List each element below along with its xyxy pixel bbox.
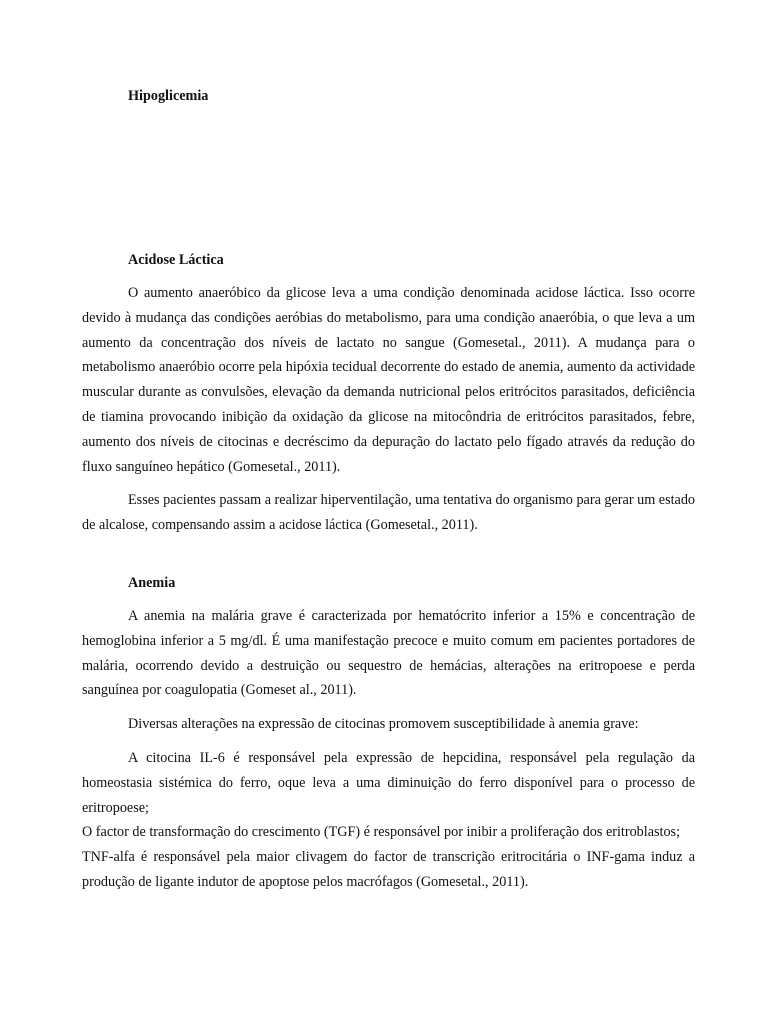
paragraph-acidose-2: Esses pacientes passam a realizar hiperventilação, uma tentativa do organismo para gerar um estado de alcalose, compensando assim a acidose láctica (Gomesetal., 2011).: [82, 492, 696, 534]
heading-hipoglicemia: Hipoglicemia: [128, 88, 209, 104]
section-acidose-lactica: [82, 248, 695, 538]
section-anemia: [82, 571, 695, 895]
paragraph-acidose-1: O aumento anaeróbico da glicose leva a uma condição denominada acidose láctica. Isso ocorre devido à mudança das condições aeróbias do metabolismo, para uma condição anaeróbia, o que leva a um aumento da concentração dos níveis de lactato no sangue (Gomesetal., 2011). A mudança para o metabolismo anaeróbio ocorre pela hipóxia tecidual decorrente do estado de anemia, aumento da actividade muscular durante as convulsões, elevação da demanda nutricional pelos eritrócitos parasitados, deficiência de tiamina provocando inibição da oxidação da glicose na mitocôndria de eritrócitos parasitados, febre, aumento dos níveis de citocinas e decréscimo da depuração do lactato pelo fígado através da redução do fluxo sanguíneo hepático (Gomesetal., 2011).: [82, 285, 695, 475]
section-hipoglicemia: [82, 84, 695, 108]
list-item: A citocina IL-6 é responsável pela expressão de hepcidina, responsável pela regulação da homeostasia sistémica do ferro, oque leva a uma diminuição do ferro disponível para o processo de eritropoese;: [82, 749, 695, 816]
cytokine-list: [82, 746, 695, 895]
heading-acidose-lactica: Acidose Láctica: [128, 252, 224, 268]
list-item: O factor de transformação do crescimento (TGF) é responsável por inibir a proliferação dos eritroblastos;: [82, 824, 681, 841]
heading-anemia: Anemia: [128, 575, 176, 591]
paragraph-anemia-1: A anemia na malária grave é caracterizada por hematócrito inferior a 15% e concentração de hemoglobina inferior a 5 mg/dl. É uma manifestação precoce e muito comum em pacientes portadores de malária, ocorrendo devido a destruição ou sequestro de hemácias, alterações na eritropoese e perda sanguínea por coagulopatia (Gomeset al., 2011).: [82, 608, 695, 699]
paragraph-anemia-2: Diversas alterações na expressão de citocinas promovem susceptibilidade à anemia grave:: [128, 716, 639, 733]
list-item: TNF-alfa é responsável pela maior clivagem do factor de transcrição eritrocitária o INF-gama induz a produção de ligante indutor de apoptose pelos macrófagos (Gomesetal., 2011).: [82, 849, 695, 890]
